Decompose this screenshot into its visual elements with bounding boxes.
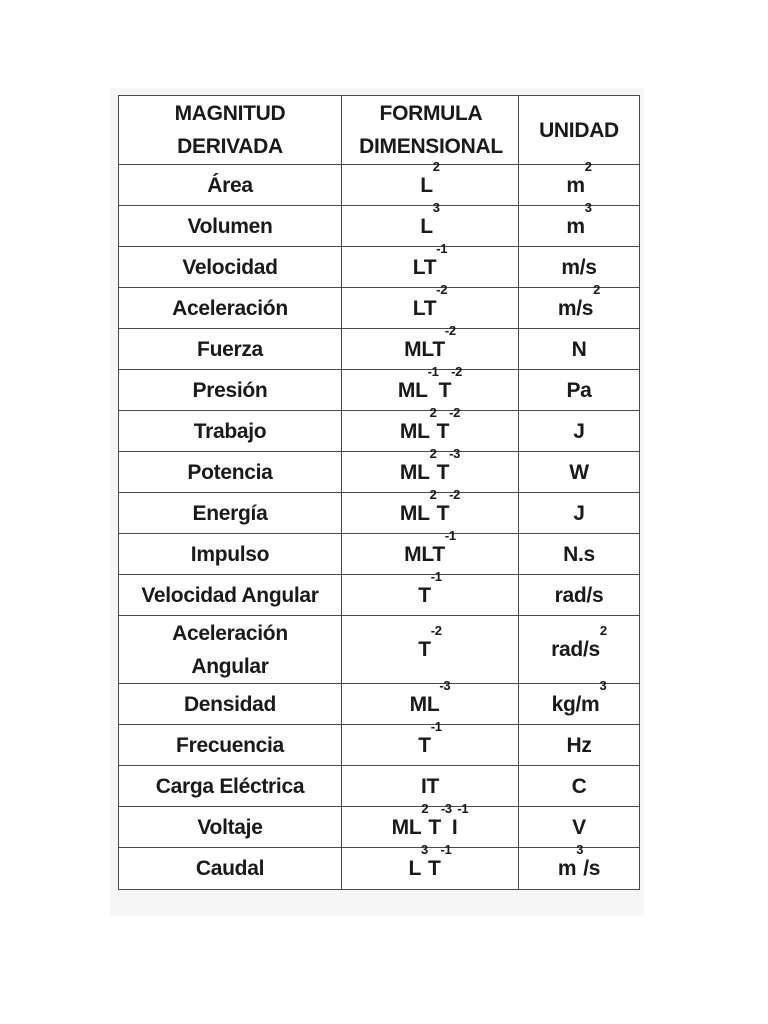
magnitud-label: Trabajo	[193, 419, 267, 443]
superscript-exponent: -2	[449, 486, 461, 502]
base-text: N	[571, 337, 587, 361]
table-row	[119, 452, 640, 493]
magnitud-label: Voltaje	[197, 815, 263, 839]
superscript-exponent: 2	[429, 486, 437, 502]
cell-magnitud	[119, 370, 342, 411]
base-text: W	[569, 460, 589, 484]
superscript-exponent: 2	[429, 404, 437, 420]
base-text: MLT	[404, 337, 445, 361]
superscript-exponent: -1	[444, 527, 456, 543]
cell-formula	[342, 568, 519, 616]
base-text: L	[408, 857, 422, 880]
table-row	[119, 848, 640, 890]
base-text: L	[420, 173, 433, 197]
cell-unidad	[519, 766, 640, 807]
base-text: IT	[420, 774, 440, 798]
superscript-exponent: -3	[439, 677, 451, 693]
superscript-exponent: -1	[440, 842, 452, 857]
base-text: LT	[412, 296, 437, 320]
base-text: T	[436, 460, 450, 484]
cell-magnitud	[119, 411, 342, 452]
table-row	[119, 807, 640, 848]
table-row	[119, 684, 640, 725]
base-text: T	[428, 815, 441, 839]
cell-unidad	[519, 370, 640, 411]
base-text: LT	[412, 255, 437, 279]
cell-formula	[342, 677, 519, 725]
cell-magnitud	[119, 807, 342, 848]
superscript-exponent: 3	[584, 199, 592, 215]
base-text: m/s	[557, 296, 594, 320]
cell-unidad	[519, 329, 640, 370]
cell-formula	[342, 842, 519, 890]
base-text: /s	[583, 857, 601, 880]
table-row	[119, 329, 640, 370]
table-row	[119, 411, 640, 452]
superscript-exponent: 2	[599, 623, 607, 638]
dimensional-formula-table	[118, 95, 640, 890]
base-text: m	[566, 173, 585, 197]
table-row	[119, 575, 640, 616]
cell-magnitud	[119, 575, 342, 616]
superscript-exponent: -3	[449, 445, 461, 461]
cell-magnitud	[119, 684, 342, 725]
superscript-exponent: 3	[599, 677, 607, 693]
base-text: ML	[409, 692, 440, 716]
table-row	[119, 493, 640, 534]
cell-unidad	[519, 452, 640, 493]
table-row	[119, 766, 640, 807]
base-text: T	[436, 419, 450, 443]
header-formula: FORMULA DIMENSIONAL	[342, 96, 519, 165]
base-text: m/s	[561, 255, 597, 279]
cell-magnitud	[119, 725, 342, 766]
cell-magnitud	[119, 206, 342, 247]
cell-unidad	[519, 725, 640, 766]
cell-unidad	[519, 534, 640, 575]
magnitud-label: Velocidad Angular	[141, 583, 319, 607]
base-text: m	[557, 857, 577, 880]
cell-formula	[342, 718, 519, 766]
magnitud-label: Frecuencia	[176, 733, 284, 757]
cell-magnitud	[119, 616, 342, 684]
table-row	[119, 247, 640, 288]
superscript-exponent: -1	[430, 718, 442, 734]
base-text: V	[572, 815, 586, 839]
header-unidad: UNIDAD	[519, 96, 640, 165]
base-text: rad/s	[551, 638, 600, 661]
superscript-exponent: 3	[421, 842, 428, 857]
cell-magnitud	[119, 329, 342, 370]
superscript-exponent: -2	[444, 322, 456, 338]
magnitud-label: Potencia	[187, 460, 273, 484]
cell-formula	[342, 766, 519, 807]
cell-magnitud	[119, 534, 342, 575]
magnitud-label: Densidad	[183, 692, 277, 716]
cell-magnitud	[119, 766, 342, 807]
table-row	[119, 534, 640, 575]
cell-unidad	[519, 199, 640, 247]
cell-formula	[342, 616, 519, 684]
superscript-exponent: -2	[430, 623, 442, 638]
cell-magnitud	[119, 493, 342, 534]
base-text: ML	[391, 815, 422, 839]
base-text: T	[418, 638, 431, 661]
table-row	[119, 370, 640, 411]
magnitud-label: Aceleración Angular	[172, 621, 288, 678]
base-text: Hz	[566, 733, 592, 757]
magnitud-label: Caudal	[195, 857, 265, 880]
base-text: T	[427, 857, 441, 880]
superscript-exponent: 2	[421, 800, 429, 816]
superscript-exponent: -2	[451, 363, 463, 379]
magnitud-label: Carga Eléctrica	[155, 774, 305, 798]
cell-magnitud	[119, 848, 342, 890]
superscript-exponent: -1	[427, 363, 439, 379]
base-text: m	[566, 214, 585, 238]
magnitud-label: Fuerza	[197, 337, 263, 361]
superscript-exponent: -1	[430, 568, 442, 584]
base-text: ML	[397, 378, 428, 402]
base-text: ML	[399, 419, 430, 443]
base-text: I	[451, 815, 458, 839]
table-row	[119, 616, 640, 684]
header-magnitud: MAGNITUD DERIVADA	[119, 96, 342, 165]
superscript-exponent: 3	[432, 199, 440, 215]
superscript-exponent: -1	[436, 240, 448, 256]
cell-magnitud	[119, 247, 342, 288]
superscript-exponent: -2	[436, 281, 448, 297]
superscript-exponent: 3	[576, 842, 584, 857]
base-text: Pa	[566, 378, 592, 402]
cell-magnitud	[119, 452, 342, 493]
base-text: T	[436, 501, 450, 525]
magnitud-label: Energía	[192, 501, 268, 525]
table-row	[119, 206, 640, 247]
superscript-exponent: 2	[432, 158, 440, 174]
base-text: kg/m	[551, 692, 600, 716]
cell-magnitud	[119, 288, 342, 329]
cell-unidad	[519, 616, 640, 684]
superscript-exponent: -1	[457, 800, 469, 816]
base-text: T	[418, 733, 431, 757]
base-text: ML	[399, 501, 430, 525]
cell-formula	[342, 199, 519, 247]
cell-formula	[342, 800, 519, 848]
cell-unidad	[519, 493, 640, 534]
cell-magnitud	[119, 165, 342, 206]
superscript-exponent: -2	[449, 404, 461, 420]
base-text: C	[571, 774, 587, 798]
superscript-exponent: -3	[440, 800, 452, 816]
base-text: rad/s	[554, 583, 604, 607]
magnitud-label: Área	[207, 173, 253, 197]
cell-unidad	[519, 575, 640, 616]
base-text: MLT	[404, 542, 445, 566]
base-text: T	[438, 378, 452, 402]
base-text: J	[573, 501, 585, 525]
table-row	[119, 725, 640, 766]
cell-formula	[342, 158, 519, 206]
cell-unidad	[519, 281, 640, 329]
base-text: ML	[399, 460, 430, 484]
magnitud-label: Impulso	[190, 542, 270, 566]
table-body	[119, 158, 640, 890]
base-text: L	[420, 214, 433, 238]
table-header-row	[119, 96, 640, 165]
base-text: J	[573, 419, 585, 443]
magnitud-label: Velocidad	[182, 255, 278, 279]
magnitud-label: Volumen	[187, 214, 273, 238]
table-row	[119, 165, 640, 206]
cell-formula	[342, 240, 519, 288]
cell-formula	[342, 527, 519, 575]
superscript-exponent: 2	[593, 281, 601, 297]
cell-unidad	[519, 842, 640, 890]
cell-unidad	[519, 677, 640, 725]
cell-formula	[342, 281, 519, 329]
cell-unidad	[519, 158, 640, 206]
base-text: N.s	[563, 542, 595, 566]
base-text: T	[418, 583, 431, 607]
superscript-exponent: 2	[429, 445, 437, 461]
magnitud-label: Presión	[192, 378, 268, 402]
cell-unidad	[519, 247, 640, 288]
superscript-exponent: 2	[584, 158, 592, 174]
cell-unidad	[519, 411, 640, 452]
cell-formula	[342, 486, 519, 534]
magnitud-label: Aceleración	[172, 296, 288, 320]
table-row	[119, 288, 640, 329]
